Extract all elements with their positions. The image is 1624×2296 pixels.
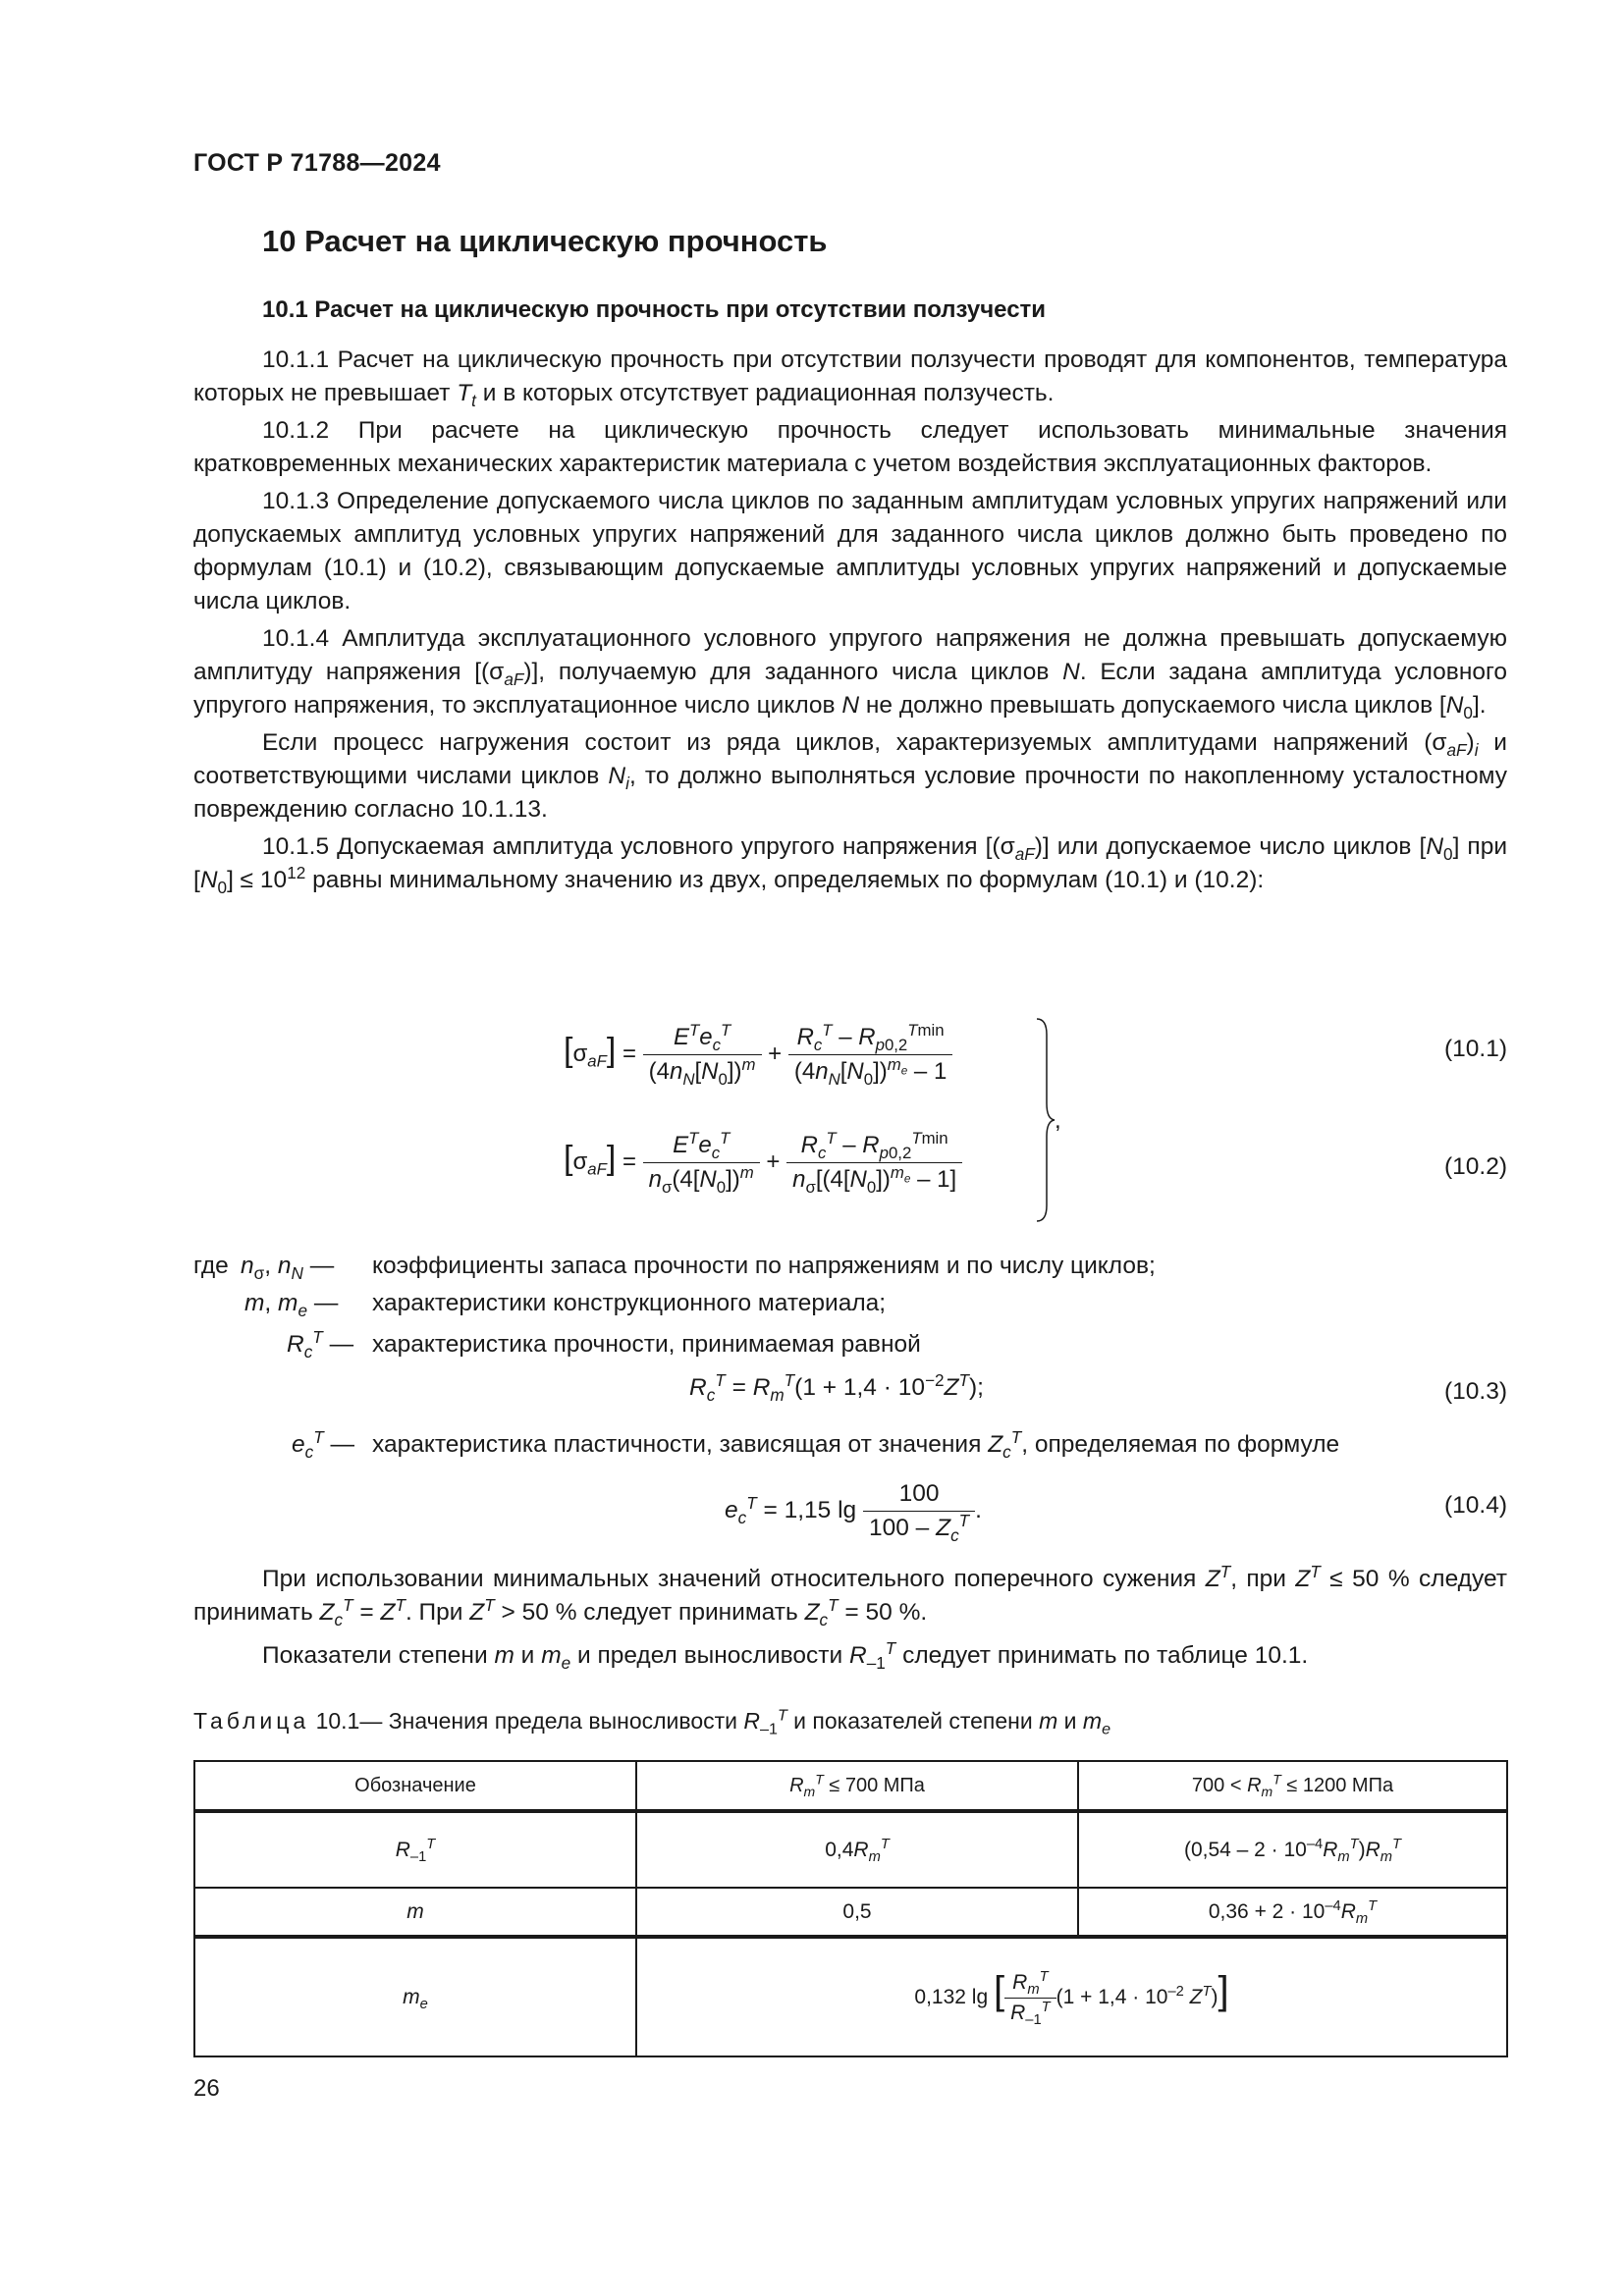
where-label: где — [193, 1253, 229, 1279]
cell-symbol: m — [194, 1888, 636, 1937]
col-header-low: $R_m^T \le 700$ МПа — [636, 1761, 1078, 1811]
page-number: 26 — [193, 2075, 220, 2102]
cell-value: 0,5 — [636, 1888, 1078, 1937]
equation-10-4: $e_c^T = 1,15$ lg $\frac{100}{100 - Z_c^T}$ . — [725, 1480, 982, 1545]
body-text-2 — [193, 1563, 1507, 1673]
paragraph-load-cycles: Если процесс нагружения состоит из ряда циклов, характеризуемых амплитудами напряжений $(\sigma_{aF})_i$ и соответствующими числами циклов $N_i$, то должно выполняться условие прочности по накопленному усталостному повреждению согласно 10.1.13. — [193, 729, 1507, 823]
paragraph-necking: При использовании минимальных значений относительного поперечного сужения $Z^T$, при $Z^T \le 50$ % следует принимать $Z_c^T = Z^T$. При $Z^T > 50$ % следует принимать $Z_c^T = 50$ %. — [193, 1561, 1507, 1629]
cell-symbol: $m_e$ — [194, 1937, 636, 2056]
equation-10-3: $R_c^T = R_m^T(1 + 1,4 \cdot 10^{-2}Z^T)$; — [689, 1369, 984, 1405]
cell-value: $(0,54 - 2 \cdot 10^{-4}R_m^T)R_m^T$ — [1078, 1811, 1507, 1888]
cell-value: $0,4R_m^T$ — [636, 1811, 1078, 1888]
equation-number-10-3: (10.3) — [1443, 1378, 1507, 1405]
body-text — [193, 344, 1507, 897]
comma: , — [1055, 1107, 1061, 1134]
paragraph-10-1-4: 10.1.4 Амплитуда эксплуатационного условного упругого напряжения не должна превышать допускаемую амплитуду напряжения $[(\sigma_{aF})]$, получаемую для заданного числа циклов N. Если задана амплитуда условного упругого напряжения, то эксплуатационное число циклов N не должно превышать допускаемого числа циклов $[N_0]$. — [193, 625, 1508, 722]
document-header: ГОСТ Р 71788—2024 — [193, 149, 441, 177]
equation-10-1: $[\sigma_{aF}]$ = $\frac{E^Te_c^T}{(4n_N[N_0])^m}$ + $\frac{R_c^T - R_{p0,2}^{Tmin}}{(4n_N[N_0])^{m_e} - 1}$ — [564, 1024, 952, 1086]
table-row — [194, 1937, 1507, 2056]
section-title: 10 Расчет на циклическую прочность — [262, 224, 828, 258]
symbol-m-me: m, $m_e$ — — [244, 1290, 339, 1320]
cell-symbol: $R_{-1}^T$ — [194, 1811, 636, 1888]
table-10-1 — [193, 1760, 1508, 2057]
cell-value: $0,36 + 2 \cdot 10^{-4}R_m^T$ — [1078, 1888, 1507, 1937]
equation-number-10-2: (10.2) — [1443, 1153, 1507, 1180]
col-header-high: $700 < R_m^T \le 1200$ МПа — [1078, 1761, 1507, 1811]
symbol-ec: $e_c^T$ — — [292, 1426, 355, 1462]
col-header-symbol: Обозначение — [194, 1761, 636, 1811]
desc-safety-factors: коэффициенты запаса прочности по напряжениям и по числу циклов; — [372, 1253, 1156, 1279]
table-caption: Таблица 10.1— Значения предела выносливости $R_{-1}^T$ и показателей степени m и $m_e$ — [193, 1706, 1111, 1738]
paragraph-10-1-3: 10.1.3 Определение допускаемого числа циклов по заданным амплитудам условных упругих напряжений или допускаемых амплитуд условных упругих напряжений для заданного числа циклов должно быть проведено по формулам (10.1) и (10.2), связывающим допускаемые амплитуды условных упругих напряжений и допускаемые числа циклов. — [193, 488, 1507, 614]
symbol-Rc: $R_c^T$ — — [287, 1326, 354, 1362]
desc-material: характеристики конструкционного материала; — [372, 1290, 887, 1316]
equation-number-10-4: (10.4) — [1443, 1492, 1507, 1519]
subsection-title: 10.1 Расчет на циклическую прочность при отсутствии ползучести — [262, 296, 1047, 323]
paragraph-10-1-1: 10.1.1 Расчет на циклическую прочность при отсутствии ползучести проводят для компонентов, температура которых не превышает $T_t$ и в которых отсутствует радиационная ползучесть. — [193, 347, 1507, 410]
symbol-n-sigma-n-N: $n_\sigma$, $n_N$ — — [241, 1253, 335, 1283]
paragraph-10-1-5: 10.1.5 Допускаемая амплитуда условного упругого напряжения $[(\sigma_{aF})]$ или допускаемое число циклов $[N_0]$ при $[N_0] \le 10^{12}$ равны минимальному значению из двух, определяемых по формулам (10.1) и (10.2): — [193, 833, 1508, 897]
table-row — [194, 1811, 1507, 1888]
equation-10-2: $[\sigma_{aF}]$ = $\frac{E^Te_c^T}{n_\sigma(4[N_0])^m}$ + $\frac{R_c^T - R_{p0,2}^{Tmin}}{n_\sigma[(4[N_0])^{m_e} - 1]}$ — [564, 1132, 962, 1194]
desc-strength: характеристика прочности, принимаемая равной — [372, 1331, 921, 1358]
equation-number-10-1: (10.1) — [1443, 1036, 1507, 1062]
desc-plasticity: характеристика пластичности, зависящая от значения $Z_c^T$, определяемая по формуле — [372, 1426, 1340, 1462]
table-row — [194, 1888, 1507, 1937]
cell-value: 0,132 lg [ $\frac{R_m^T}{R_{-1}^T}$ ($1 + 1,4 \cdot 10^{-2}$ $Z^T$)] — [636, 1937, 1507, 2056]
paragraph-10-1-2: 10.1.2 При расчете на циклическую прочность следует использовать минимальные значения кратковременных механических характеристик материала с учетом воздействия эксплуатационных факторов. — [193, 417, 1507, 477]
paragraph-exponents: Показатели степени m и $m_e$ и предел выносливости $R_{-1}^T$ следует принимать по таблице 10.1. — [262, 1637, 1309, 1673]
